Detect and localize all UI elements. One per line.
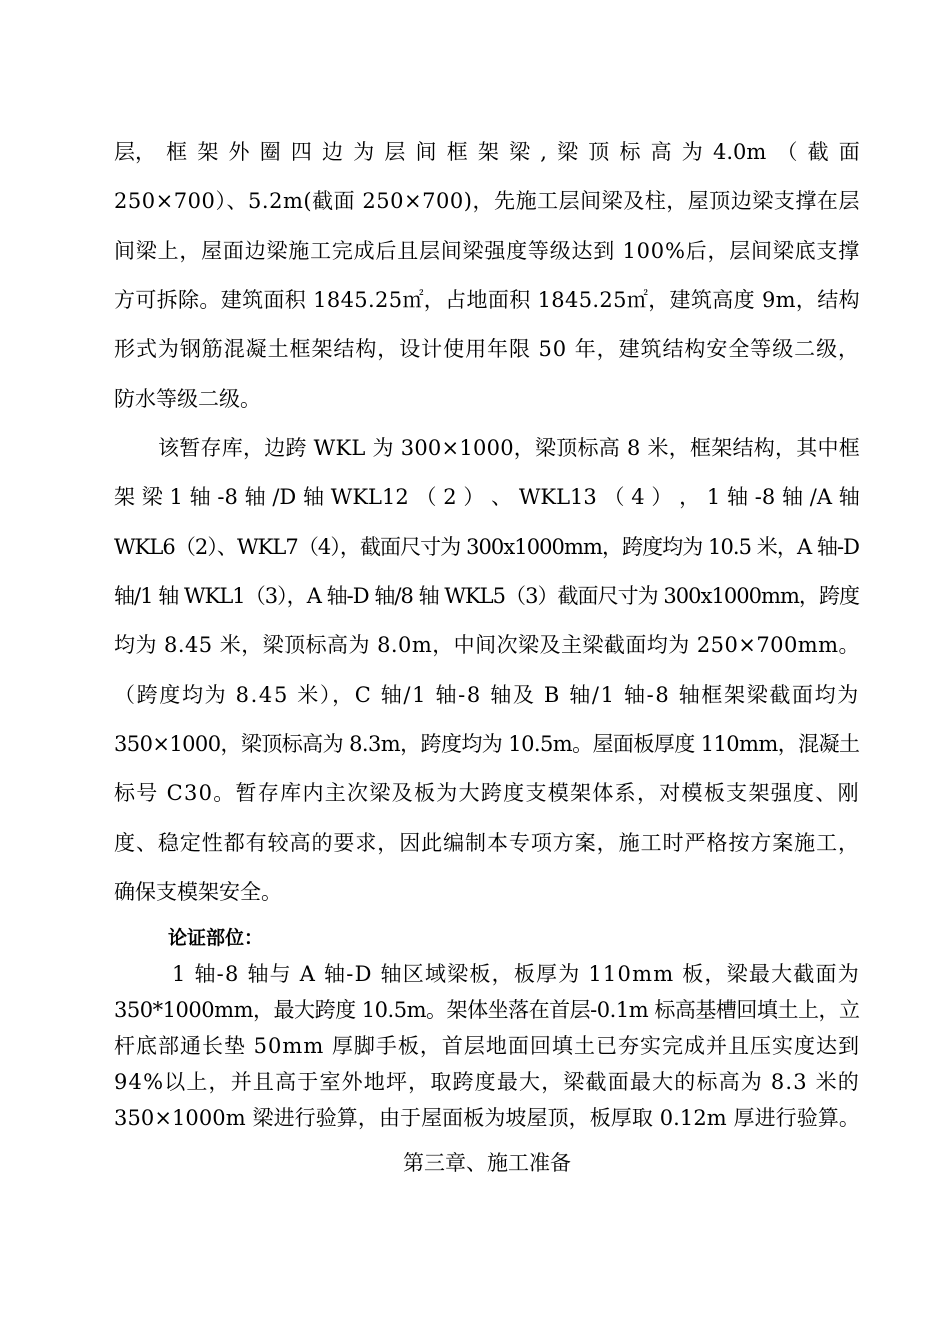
text-token: 外 [228, 140, 250, 164]
paragraph-1-line-5: 形式为钢筋混凝土框架结构，设计使用年限 50 年，建筑结构安全等级二级， [114, 337, 860, 361]
text-token: 四 [290, 140, 312, 164]
paragraph-2-line-8: 标号 C30。暂存库内主次梁及板为大跨度支模架体系，对模板支架强度、刚 [114, 781, 860, 805]
text-token: /A [809, 485, 833, 509]
paragraph-3-line-3: 杆底部通长垫 50mm 厚脚手板，首层地面回填土已夯实完成并且压实度达到 [114, 1034, 860, 1058]
paragraph-1-line-4: 方可拆除。建筑面积 1845.25㎡，占地面积 1845.25㎡，建筑高度 9m，结构 [114, 288, 860, 312]
paragraph-2-line-10: 确保支模架安全。 [114, 880, 282, 904]
text-token: 顶 [588, 140, 610, 164]
text-token: 间 [415, 140, 437, 164]
text-token: （ [603, 485, 625, 509]
text-token: 边 [322, 140, 344, 164]
text-token: 架 [114, 485, 135, 509]
text-token: 架 [477, 140, 499, 164]
text-token: 2 [443, 485, 457, 509]
text-token: 轴 [727, 485, 749, 509]
text-token: 1 [169, 485, 183, 509]
paragraph-1-line-2: 250×700）、5.2m(截面 250×700)，先施工层间梁及柱，屋顶边梁支撑在层 [114, 189, 860, 213]
text-token: 梁 [141, 485, 163, 509]
text-token: 梁 [557, 140, 579, 164]
paragraph-3-line-4: 94%以上，并且高于室外地坪，取跨度最大，梁截面最大的标高为 8.3 米的 [114, 1070, 860, 1094]
text-token: 为 [681, 140, 703, 164]
text-token: （ [776, 140, 798, 164]
text-token: , [540, 140, 547, 164]
chapter-title: 第三章、施工准备 [403, 1151, 571, 1175]
text-token: -8 [754, 485, 776, 509]
paragraph-2-line-4: 轴/1 轴 WKL1（3），A 轴-D 轴/8 轴 WKL5（3）截面尺寸为 300x1000mm，跨度 [114, 584, 860, 608]
text-token: 层， [114, 140, 156, 164]
text-token: WKL12 [330, 485, 409, 509]
paragraph-2-line-5: 均为 8.45 米，梁顶标高为 8.0m，中间次梁及主梁截面均为 250×700mm。 [114, 633, 860, 657]
paragraph-3-line-1: 1 轴-8 轴与 A 轴-D 轴区域梁板，板厚为 110mm 板，梁最大截面为 [172, 962, 860, 986]
text-token: ） [651, 485, 673, 509]
text-token: 梁 [509, 140, 531, 164]
text-token: 4.0m [712, 140, 767, 164]
text-token: WKL13 [518, 485, 597, 509]
text-token: 轴 [244, 485, 266, 509]
text-token: 截 [807, 140, 829, 164]
paragraph-3-line-2: 350*1000mm，最大跨度 10.5m。架体坐落在首层-0.1m 标高基槽回填土上，立 [114, 998, 860, 1022]
text-token: （ [415, 485, 437, 509]
text-token: 、 [491, 485, 513, 509]
text-token: 4 [631, 485, 645, 509]
text-token: /D [272, 485, 297, 509]
text-token: 框 [446, 140, 468, 164]
text-token: 标 [619, 140, 641, 164]
paragraph-2-line-3: WKL6（2）、WKL7（4），截面尺寸为 300x1000mm，跨度均为 10.5 米，A 轴-D [114, 535, 860, 559]
text-token: 轴 [838, 485, 860, 509]
paragraph-3-line-5: 350×1000m 梁进行验算，由于屋面板为坡屋顶，板厚取 0.12m 厚进行验算。 [114, 1106, 860, 1130]
text-token: 高 [650, 140, 672, 164]
text-token: 层 [384, 140, 406, 164]
paragraph-2-line-9: 度、稳定性都有较高的要求，因此编制本专项方案，施工时严格按方案施工， [114, 831, 860, 855]
text-token: 轴 [189, 485, 211, 509]
text-token: 1 [706, 485, 721, 509]
text-token: 架 [197, 140, 219, 164]
text-token: ， [679, 485, 701, 509]
paragraph-2-line-1: 该暂存库，边跨 WKL 为 300×1000，梁顶标高 8 米，框架结构，其中框 [158, 436, 860, 460]
section-heading: 论证部位： [168, 927, 264, 949]
paragraph-1-line-6: 防水等级二级。 [114, 387, 261, 411]
paragraph-2-line-2 [114, 482, 860, 512]
text-token: 圈 [259, 140, 281, 164]
paragraph-2-line-7: 350×1000，梁顶标高为 8.3m，跨度均为 10.5m。屋面板厚度 110mm，混凝土 [114, 732, 860, 756]
paragraph-1-line-3: 间梁上，屋面边梁施工完成后且层间梁强度等级达到 100%后，层间梁底支撑 [114, 239, 860, 263]
text-token: 面 [838, 140, 860, 164]
text-token: 为 [353, 140, 375, 164]
paragraph-1-line-1 [114, 137, 860, 167]
text-token: ） [463, 485, 485, 509]
text-token: -8 [217, 485, 238, 509]
text-token: 轴 [782, 485, 804, 509]
text-token: 框 [166, 140, 188, 164]
text-token: 轴 [303, 485, 325, 509]
paragraph-2-line-6: （跨度均为 8.45 米），C 轴/1 轴-8 轴及 B 轴/1 轴-8 轴框架梁截面均为 [114, 683, 860, 707]
